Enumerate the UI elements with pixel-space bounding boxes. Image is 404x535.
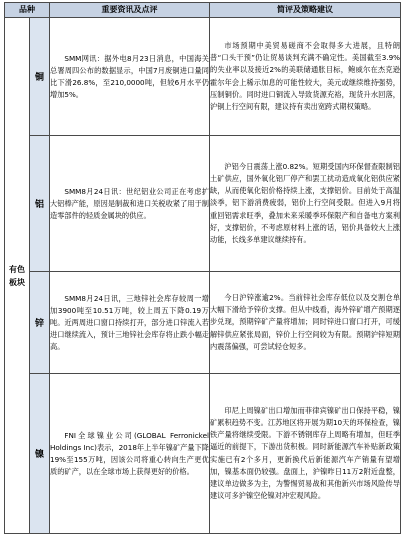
advice-text-zinc: 今日沪锌涨逾2%。当前锌社会库存低位以及交割仓单大幅下滑给予锌价支撑。但从中线看，海外锌矿增产预期逐步兑现，预期锌矿产量将增加；同时锌进口窗口打开，可缓解锌供应紧张局面，锌价上行空间较为有限。预期沪锌短期内震荡偏强，可尝试轻仓短多。 bbox=[210, 293, 400, 351]
news-cell-copper bbox=[50, 18, 210, 136]
header-row bbox=[5, 3, 401, 18]
metal-label-copper: 铜 bbox=[30, 18, 50, 136]
category-cell bbox=[5, 18, 30, 534]
advice-text-copper: 市场预期中美贸易磋商不会取得多大进展，且特朗普“口头干预”仍让贸易谈判充满不确定性。美国截至3.9%的失业率以及接近2%的美联储通胀目标，鲍威尔在杰克逊霍尔年会上稀示加息的可能性较大，美元或继续维持强势，压制铜价。同时进口铜流入导致货源充裕，现货升水回落，沪铜上行空间有限，建议持有卖出宽跨式期权策略。 bbox=[210, 41, 400, 111]
table-row-zinc bbox=[5, 272, 401, 374]
advice-cell-zinc bbox=[210, 272, 401, 374]
news-text-copper: SMM网讯：据外电8月23日消息，中国海关总署周四公布的数据显示，中国7月废铜进口量同比下滑26.8%，至210,0000吨，但较6月水平仍增加5%。 bbox=[50, 53, 209, 99]
advice-cell-copper bbox=[210, 18, 401, 136]
news-text-nickel: FNI全球镍业公司(GLOBAL Ferronickel Holdings Inc)表示，2018年上半年镍矿产量下降19%至155万吨，因该公司将重心转向生产更优质的矿产，以在全球市场上获得更好的价格。 bbox=[50, 430, 209, 476]
header-news: 重要资讯及点评 bbox=[50, 3, 210, 18]
advice-cell-nickel bbox=[210, 374, 401, 534]
group-label: 有色 板块 bbox=[9, 264, 25, 287]
advice-text-nickel: 印尼上周镍矿出口增加而菲律宾镍矿出口保持平稳，镍矿累积趋势不变。江苏地区将开展为期10天的环保检查，镍铁产量将继续受限。下游不锈钢库存上周略有增加，但旺季逼近的前提下，下游出货积极。同时新能源汽车补贴新政策实施已有2个多月，更新换代后新能源汽车产销量有望增加，镍基本面仍较强。盘面上，沪镍昨日11万2附近盘整，建议单边做多为主，为警惕贸易战和其他新兴市场风险传导建议可多沪镍空伦镍对冲宏观风险。 bbox=[210, 406, 400, 500]
advice-text-aluminum: 沪铝今日震荡上涨0.82%。短期受国内环保督查限制铝土矿供应，国外氧化铝厂停产和罢工扰动造成氧化铝供应紧缺，从而使氧化铝价格持续上涨，支撑铝价。目前处于高温淡季，铝下游消费疲弱，铝价上行空间受限。但进入9月将重回铝需求旺季，叠加未来采暖季环保限产和自备电方案利好，支撑铝价，不考虑原材料上涨的话，铝价具备较大上涨动能，长线多单建议继续持有。 bbox=[210, 162, 400, 244]
metal-label-zinc: 锌 bbox=[30, 272, 50, 374]
news-cell-aluminum bbox=[50, 136, 210, 272]
news-cell-zinc bbox=[50, 272, 210, 374]
table-row-aluminum bbox=[5, 136, 401, 272]
report-table bbox=[4, 2, 401, 534]
news-text-zinc: SMM8月24日讯，三地锌社会库存较周一增加3900吨至10.51万吨，较上周五下降0.19万吨。近两周进口窗口持续打开，部分进口锌流入若进口继续流入，预计三地锌社会库存将止跌小幅走高。 bbox=[50, 293, 209, 351]
metal-label-aluminum: 铝 bbox=[30, 136, 50, 272]
news-cell-nickel bbox=[50, 374, 210, 534]
advice-cell-aluminum bbox=[210, 136, 401, 272]
header-category: 品种 bbox=[5, 3, 50, 18]
news-text-aluminum: SMM8月24日讯：世纪铝业公司正在考虑扩大铝棒产能，原因是制裁和进口关税收紧了用于制造零部件的轻质金属块的供应。 bbox=[50, 186, 209, 220]
table-row-nickel bbox=[5, 374, 401, 534]
table-row-copper bbox=[5, 18, 401, 136]
metal-label-nickel: 镍 bbox=[30, 374, 50, 534]
header-advice: 简评及策略建议 bbox=[210, 3, 401, 18]
